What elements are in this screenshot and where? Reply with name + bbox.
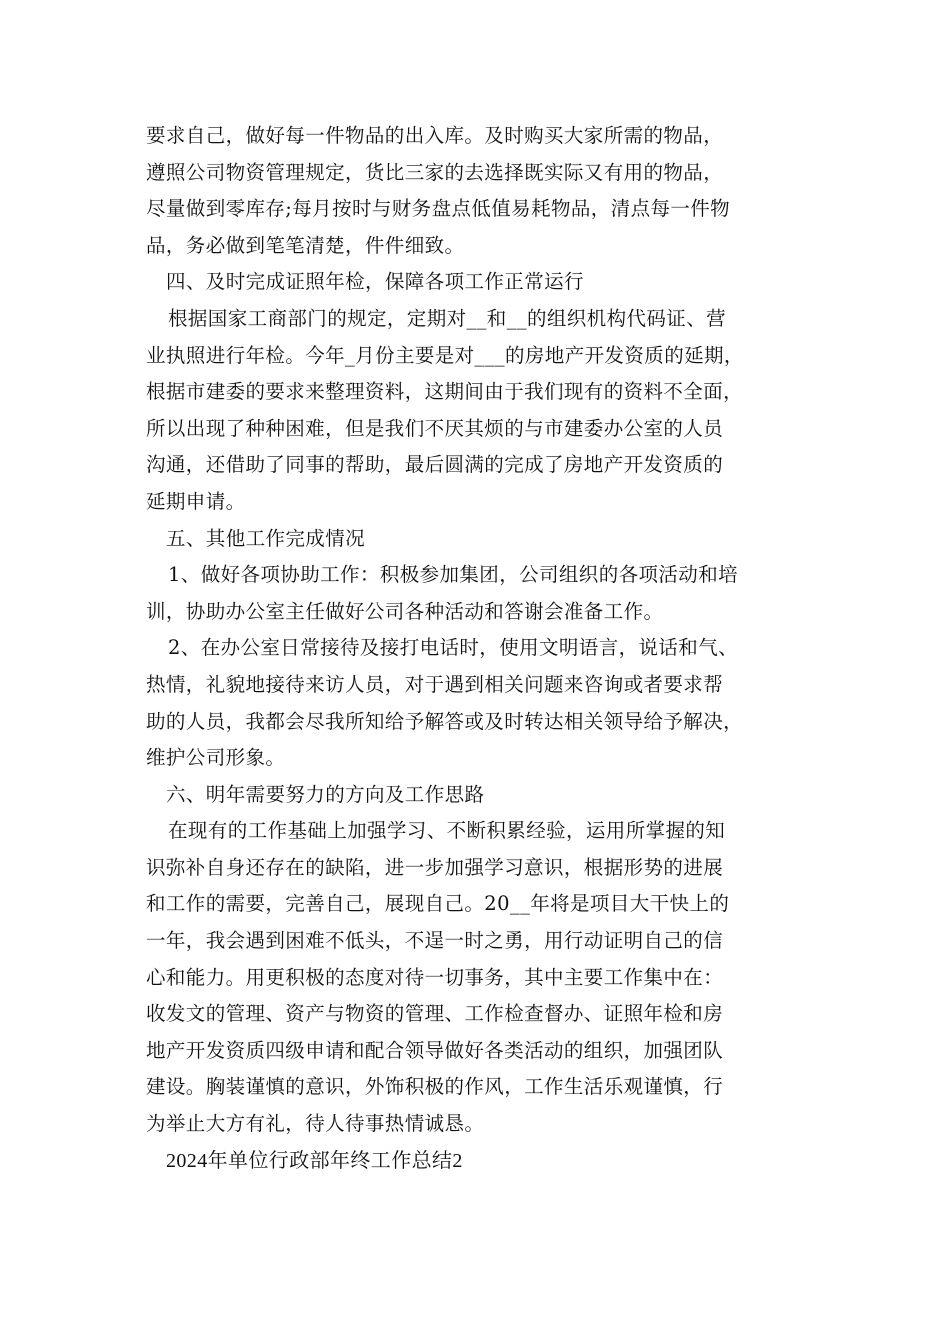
section-heading-4: 四、及时完成证照年检，保障各项工作正常运行 <box>166 270 584 294</box>
paragraph-line: 所以出现了种种困难，但是我们不厌其烦的与市建委办公室的人员 <box>146 416 724 440</box>
paragraph-line: 要求自己，做好每一件物品的出入库。及时购买大家所需的物品， <box>146 124 724 147</box>
paragraph-line: 识弥补自身还存在的缺陷，进一步加强学习意识，根据形势的进展 <box>146 855 724 879</box>
paragraph-line: 热情，礼貌地接待来访人员，对于遇到相关问题来咨询或者要求帮 <box>146 672 724 696</box>
paragraph-line: 沟通，还借助了同事的帮助，最后圆满的完成了房地产开发资质的 <box>146 453 724 477</box>
section-heading-6: 六、明年需要努力的方向及工作思路 <box>166 782 485 806</box>
paragraph-line: 2、在办公室日常接待及接打电话时，使用文明语言，说话和气、 <box>168 636 739 660</box>
paragraph-line: 助的人员，我都会尽我所知给予解答或及时转达相关领导给予解决， <box>146 709 744 733</box>
document-body <box>146 118 826 1179</box>
paragraph-line: 收发文的管理、资产与物资的管理、工作检查督办、证照年检和房 <box>146 1002 724 1026</box>
paragraph-line: 根据国家工商部门的规定，定期对__和__的组织机构代码证、营 <box>168 306 727 330</box>
paragraph-line: 遵照公司物资管理规定，货比三家的去选择既实际又有用的物品， <box>146 160 724 184</box>
section-heading-5: 五、其他工作完成情况 <box>166 526 366 550</box>
paragraph-line: 心和能力。用更积极的态度对待一切事务，其中主要工作集中在： <box>146 965 724 989</box>
paragraph-line: 训，协助办公室主任做好公司各种活动和答谢会准备工作。 <box>146 599 664 623</box>
paragraph-line: 在现有的工作基础上加强学习、不断积累经验，运用所掌握的知 <box>168 819 726 843</box>
paragraph-line: 尽量做到零库存;每月按时与财务盘点低值易耗物品，清点每一件物 <box>146 197 731 221</box>
paragraph-line: 和工作的需要，完善自己，展现自己。20__年将是项目大干快上的 <box>146 892 730 916</box>
paragraph-line: 品，务必做到笔笔清楚，件件细致。 <box>146 233 465 257</box>
next-section-title: 2024年单位行政部年终工作总结2 <box>166 1149 463 1172</box>
paragraph-line: 维护公司形象。 <box>146 746 286 770</box>
paragraph-line: 根据市建委的要求来整理资料，这期间由于我们现有的资料不全面， <box>146 380 744 404</box>
paragraph-line: 业执照进行年检。今年_月份主要是对___的房地产开发资质的延期， <box>146 343 744 367</box>
paragraph-line: 地产开发资质四级申请和配合领导做好各类活动的组织，加强团队 <box>146 1038 724 1062</box>
paragraph-line: 1、做好各项协助工作：积极参加集团，公司组织的各项活动和培 <box>168 563 739 587</box>
paragraph-line: 延期申请。 <box>146 489 246 513</box>
paragraph-line: 一年，我会遇到困难不低头，不逞一时之勇，用行动证明自己的信 <box>146 929 724 953</box>
paragraph-line: 建设。胸装谨慎的意识，外饰积极的作风，工作生活乐观谨慎，行 <box>146 1075 724 1099</box>
paragraph-line: 为举止大方有礼，待人待事热情诚恳。 <box>146 1112 485 1136</box>
